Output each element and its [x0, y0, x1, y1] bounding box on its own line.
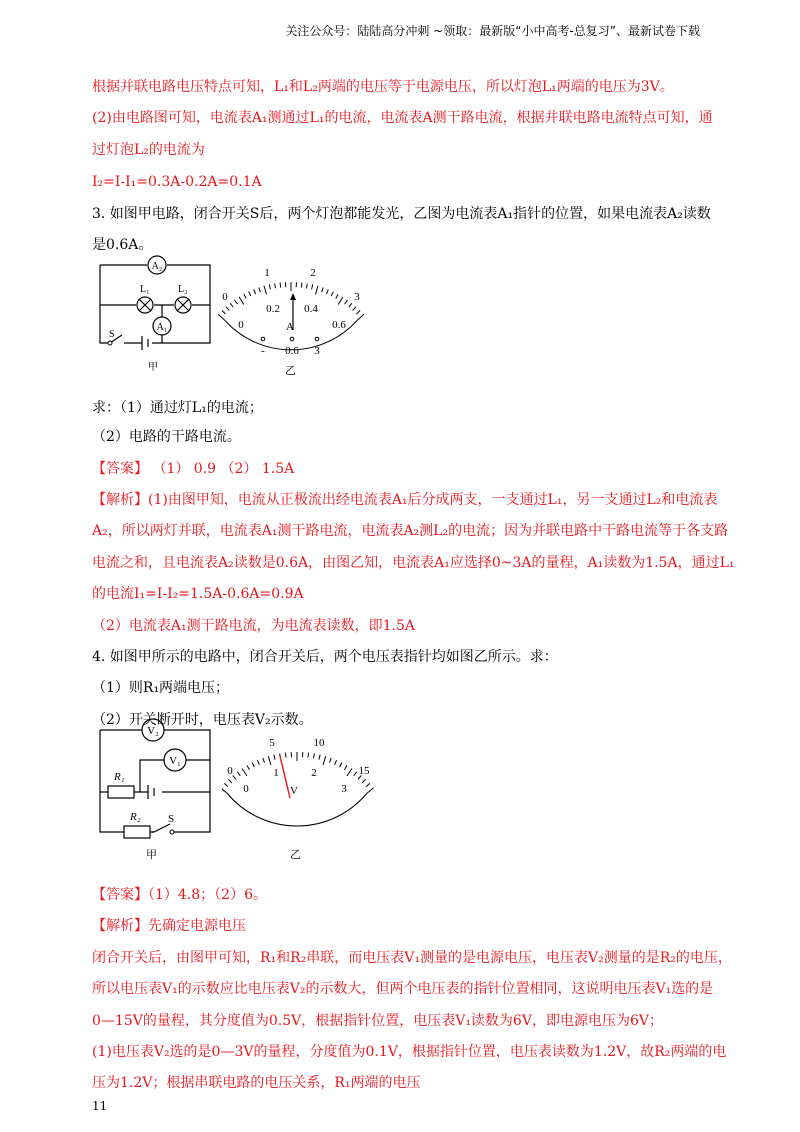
bottom-tick-1: 1	[273, 767, 279, 779]
text-line: 是0.6A。	[92, 237, 153, 253]
text-line: 压为1.2V；根据串联电路的电压关系，R₁两端的电压	[92, 1075, 421, 1091]
dial-tick	[340, 763, 342, 768]
text-line: 根据并联电路电压特点可知，L₁和L₂两端的电压等于电源电压，所以灯泡L₁两端的电压为3V。	[92, 79, 674, 95]
top-tick-0: 0	[227, 765, 233, 777]
dial-tick	[301, 283, 302, 288]
page-number: 11	[92, 1099, 108, 1113]
dial-tick	[264, 286, 267, 295]
text-line: 【解析】先确定电源电压	[92, 918, 246, 934]
text-line: 【答案】 （1） 0.9 （2） 1.5A	[92, 461, 295, 477]
label-l2: L₂	[178, 284, 188, 295]
dial-tick	[222, 788, 227, 794]
page-header: 关注公众号：陆陆高分冲刺 ~领取：最新版“小中高考-总复习”、最新试卷下载	[285, 24, 700, 38]
figure-3-circuit	[92, 255, 222, 375]
dial-tick	[218, 314, 225, 320]
dial-tick	[263, 758, 265, 763]
dial-tick	[354, 772, 357, 776]
dial-tick	[275, 283, 276, 288]
bottom-tick-1: 0.2	[266, 303, 280, 315]
dial-tick	[242, 769, 247, 777]
dial-tick	[322, 288, 324, 293]
dial-tick	[362, 779, 365, 783]
dial-tick	[235, 300, 238, 304]
text-line: 【答案】（1）4.8；（2）6。	[92, 887, 267, 903]
dial-tick	[239, 297, 244, 305]
figure-3-ammeter	[215, 262, 365, 377]
dial-tick	[349, 303, 352, 307]
dial-tick	[237, 772, 240, 776]
dial-tick	[285, 753, 286, 758]
unit-label: A	[286, 321, 294, 333]
dial-tick	[307, 283, 308, 288]
terminal-neg: -	[261, 345, 265, 357]
dial-tick	[366, 783, 370, 786]
dial-tick	[330, 758, 332, 763]
bottom-tick-0: 0	[243, 783, 249, 795]
top-tick-15: 15	[358, 765, 370, 777]
label-jia: 甲	[148, 362, 158, 373]
dial-tick	[326, 289, 328, 294]
dial-tick	[233, 775, 236, 779]
dial-tick	[274, 755, 275, 760]
dial-tick	[244, 294, 246, 298]
text-line: 的电流I₁=I-I₂=1.5A-0.6A=0.9A	[92, 586, 304, 602]
top-tick-2: 2	[310, 267, 316, 279]
text-line: 求：（1）通过灯L₁的电流；	[92, 400, 263, 416]
label-yi: 乙	[290, 849, 301, 861]
text-line: 3. 如图甲电路，闭合开关S后，两个灯泡都能发光，乙图为电流表A₁指针的位置，如果电流表A₂读数	[92, 206, 711, 222]
dial-tick	[347, 769, 352, 777]
top-tick-1: 1	[264, 267, 270, 279]
dial-tick	[312, 284, 313, 289]
bottom-tick-2: 0.4	[304, 303, 318, 315]
label-yi: 乙	[285, 365, 296, 377]
label-v1: V₁	[169, 755, 181, 767]
dial-tick	[249, 292, 251, 297]
figure-4-voltmeter	[222, 732, 377, 862]
dial-tick	[331, 292, 333, 297]
text-line: （1）则R₁两端电压；	[92, 680, 230, 696]
label-r1: R₁	[114, 771, 125, 783]
text-line: （2）电流表A₁测干路电流，为电流表读数，即1.5A	[92, 618, 416, 634]
top-tick-10: 10	[313, 737, 325, 749]
top-tick-0: 0	[222, 291, 228, 303]
dial-tick	[335, 760, 337, 765]
text-line: （2）电路的干路电流。	[92, 429, 241, 445]
label-s: S	[168, 813, 175, 825]
label-l1: L₁	[140, 284, 150, 295]
dial-tick	[226, 307, 229, 311]
dial-arc	[227, 794, 366, 826]
dial-tick	[319, 755, 320, 760]
text-line: A₂，所以两灯并联，电流表A₁测干路电流，电流表A₂测L₂的电流；因为并联电路中干路电流等于各支路	[92, 523, 729, 539]
dial-tick	[357, 314, 364, 320]
text-line: I₂=I-I₁=0.3A-0.2A=0.1A	[92, 174, 262, 190]
figure-4-circuit	[92, 712, 222, 862]
label-a2: A₂	[151, 261, 163, 272]
label-v2: V₂	[147, 725, 159, 737]
dial-tick	[247, 765, 250, 769]
dial-tick	[316, 286, 319, 295]
top-tick-3: 3	[354, 291, 360, 303]
dial-tick	[314, 754, 315, 759]
label-r2: R₂	[130, 811, 141, 823]
dial-tick	[228, 779, 231, 783]
dial-tick	[345, 765, 348, 769]
dial-tick	[259, 288, 261, 293]
bottom-tick-0: 0	[238, 319, 244, 331]
dial-tick	[353, 307, 356, 311]
text-line: (2)由电路图可知，电流表A₁测通过L₁的电流，电流表A测干路电流，根据并联电路电流特点可知，通	[92, 110, 713, 126]
label-jia: 甲	[146, 849, 157, 861]
dial-tick	[254, 289, 256, 294]
dial-tick	[345, 300, 348, 304]
label-s: S	[109, 329, 115, 340]
terminal-06: 0.6	[285, 345, 299, 357]
text-line: （2）开关断开时，电压表V₂示数。	[92, 712, 313, 728]
text-line: 所以电压表V₁的示数应比电压表V₂的示数大，但两个电压表的指针位置相同，这说明电压表V₁选的是	[92, 981, 714, 997]
unit-label: V	[290, 785, 298, 797]
dial-tick	[336, 294, 338, 298]
dial-tick	[268, 756, 271, 765]
text-line: 闭合开关后，由图甲可知，R₁和R₂串联，而电压表V₁测量的是电源电压，电压表V₂测量的是R₂的电压，	[92, 950, 732, 966]
dial-tick	[257, 760, 259, 765]
bottom-tick-3: 3	[341, 783, 347, 795]
text-line: (1)电压表V₂选的是0—3V的量程，分度值为0.1V，根据指针位置，电压表读数为1.2V，故R₂两端的电	[92, 1044, 727, 1060]
dial-tick	[308, 753, 309, 758]
text-line: 【解析】(1)由图甲知，电流从正极流出经电流表A₁后分成两支，一支通过L₁，另一支通过L₂和电流表	[92, 492, 718, 508]
dial-tick	[357, 311, 361, 315]
dial-tick	[269, 284, 270, 289]
bottom-tick-2: 2	[311, 767, 317, 779]
dial-tick	[230, 303, 233, 307]
dial-tick	[224, 783, 228, 786]
text-line: 0—15V的量程，其分度值为0.5V，根据指针位置，电压表V₁读数为6V，即电源电压为6V；	[92, 1013, 663, 1029]
text-line: 过灯泡L₂的电流为	[92, 142, 205, 158]
dial-tick	[338, 297, 343, 305]
label-a1: A₁	[156, 322, 168, 333]
dial-tick	[367, 788, 374, 794]
terminal-3: 3	[314, 345, 320, 357]
bottom-tick-3: 0.6	[332, 319, 346, 331]
text-line: 电流之和，且电流表A₂读数是0.6A，由图乙知，电流表A₁应选择0~3A的量程，A₁读数为1.5A，通过L₁	[92, 555, 735, 571]
dial-tick	[280, 283, 281, 288]
dial-tick	[323, 756, 326, 765]
dial-tick	[222, 311, 226, 315]
text-line: 4. 如图甲所示的电路中，闭合开关后，两个电压表指针均如图乙所示。求：	[92, 649, 558, 665]
top-tick-5: 5	[269, 737, 275, 749]
dial-tick	[252, 763, 254, 768]
